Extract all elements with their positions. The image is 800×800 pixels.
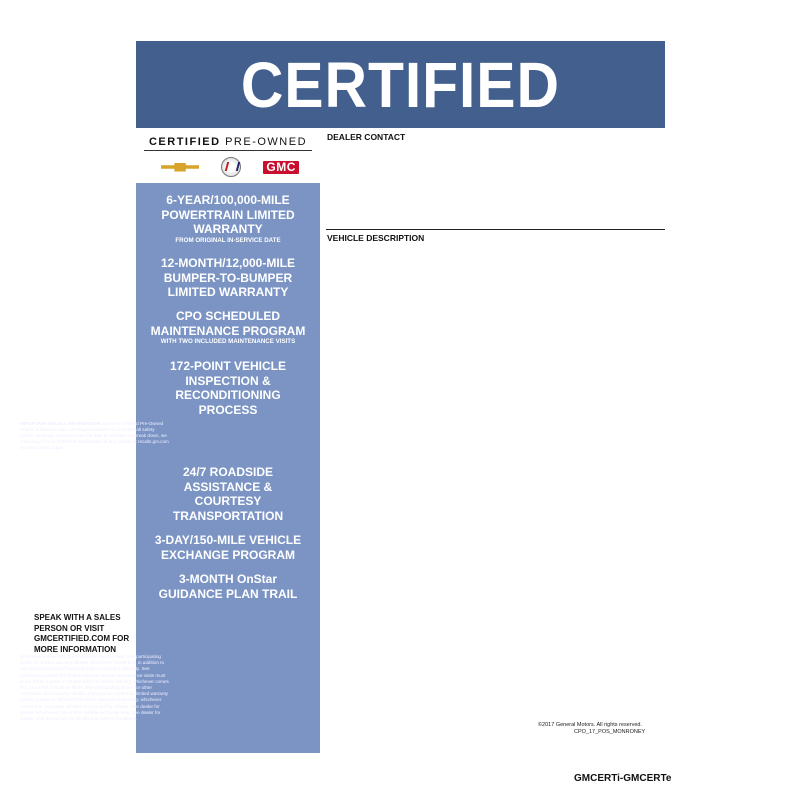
feature-bumper-warranty [136,256,320,300]
cpo-brand-bold: CERTIFIED [148,136,221,148]
brand-divider [144,150,312,151]
feature-roadside [136,465,320,523]
buick-logo-icon [221,157,241,177]
contact-callout [0,613,184,655]
recall-heading: IMPORTANT RECALL INFORMATION: [20,421,102,426]
feature-maintenance-program [136,309,320,346]
form-code: CPO_17_POS_MONRONEY [574,729,646,735]
feature-title: 3-MONTH OnStar GUIDANCE PLAN TRAIL [158,572,298,601]
cpo-brand-label [136,136,320,148]
feature-title: 172-POINT VEHICLE INSPECTION & RECONDITIONING PROCESS [169,359,287,417]
feature-onstar [136,572,320,601]
dealer-contact-label: DEALER CONTACT [327,132,406,142]
copyright-block [538,722,645,736]
recall-notice [20,421,170,451]
banner-title: CERTIFIED [240,48,561,121]
recall-body: Before a Certified Pre-Owned vehicle is listed or sold, GM requires dealers to complete all safety recalls. However, because even the best processes can break down, we encourage you to check the recall status of any vehicle at recalls.gm.com or www.SaferCar.gov. [20,421,169,450]
feature-inspection [136,359,320,417]
feature-title: CPO SCHEDULED MAINTENANCE PROGRAM [150,309,306,338]
feature-subtitle: WITH TWO INCLUDED MAINTENANCE VISITS [160,338,296,345]
feature-title: 3-DAY/150-MILE VEHICLE EXCHANGE PROGRAM [154,533,302,562]
chevrolet-logo-icon [161,163,199,172]
sku-code: GMCERTi-GMCERTe [574,773,672,784]
vehicle-description-label: VEHICLE DESCRIPTION [327,233,425,243]
contact-callout-text: SPEAK WITH A SALES PERSON OR VISIT GMCERTIFIED.COM FOR MORE INFORMATION [34,613,130,654]
certified-banner [136,41,665,128]
feature-exchange [136,533,320,562]
feature-title: 6-YEAR/100,000-MILE POWERTRAIN LIMITED WARRANTY [161,193,295,236]
section-divider [326,229,665,230]
feature-title: 24/7 ROADSIDE ASSISTANCE & COURTESY TRANSPORTATION [172,465,284,523]
feature-title: 12-MONTH/12,000-MILE BUMPER-TO-BUMPER LIMITED WARRANTY [160,256,296,299]
cpo-brand-rest: PRE-OWNED [220,136,308,148]
gmc-logo-icon: GMC [263,161,299,174]
copyright-text: ©2017 General Motors. All rights reserved. [538,722,643,728]
feature-subtitle: FROM ORIGINAL IN-SERVICE DATE [175,236,281,244]
feature-powertrain-warranty [136,193,320,245]
brand-logos [150,156,310,178]
fine-print: Whichever comes first, from original in-service date. See participating dealer for limited-warranty details. Whichever comes first, in addition to any remaining original factory Bumper-to-Bumper warranty. See participating dealer for limited-warranty details. Maintenance visits must occur within 2 years or 24,000 miles of vehicle delivery, whichever comes first. Does not include air filters. See participating dealer for other restrictions and complete details. During your powertrain limited warranty period, 6 years or 100,000 miles from new vehicle delivery, whichever comes first. Roadside assistance provided by Allstate. See dealer for details. Whichever comes first. Vehicle exchange only. See dealer for details. Visit onstar.com for details and system limitations. [20,654,169,722]
